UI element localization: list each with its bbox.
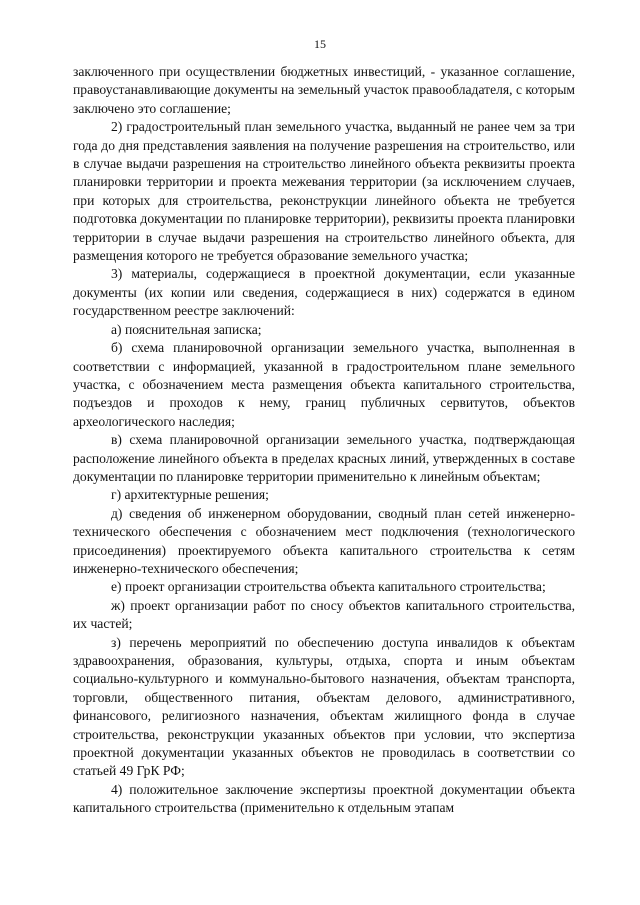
paragraph-item-4: 4) положительное заключение экспертизы проектной документации объекта капитального строительства (применительно к отдельным этапам [73, 781, 575, 816]
paragraph-item-2: 2) градостроительный план земельного участка, выданный не ранее чем за три года до дня представления заявления на получение разрешения на строительство, или в случае выдачи разрешения на строительство линейного объекта реквизиты проекта планировки территории и проекта межевания территории (за исключением случаев, при которых для строительства, реконструкции линейного объекта не требуется подготовка документации по планировке территории), реквизиты проекта планировки территории в случае выдачи разрешения на строительство линейного объекта, для размещения которого не требуется образование земельного участка; [73, 119, 575, 264]
paragraph-subitem-g: г) архитектурные решения; [111, 487, 269, 503]
paragraph-subitem-d: д) сведения об инженерном оборудовании, сводный план сетей инженерно-технического обеспечения с обозначением мест подключения (технологического присоединения) проектируемого объекта капитального строительства к сетям инженерно-технического обеспечения; [73, 505, 575, 576]
document-body [73, 63, 575, 818]
paragraph-continued: заключенного при осуществлении бюджетных инвестиций, - указанное соглашение, правоустанавливающие документы на земельный участок правообладателя, с которым заключено это соглашение; [73, 64, 575, 116]
paragraph-subitem-z: з) перечень мероприятий по обеспечению доступа инвалидов к объектам здравоохранения, образования, культуры, отдыха, спорта и иным объектам социально-культурного и коммунально-бытового назначения, объектам транспорта, торговли, общественного питания, объектам делового, административного, финансового, религиозного назначения, объектам жилищного фонда в случае строительства, реконструкции указанных объектов при условии, что экспертиза проектной документации указанных объектов не проводилась в соответствии со статьей 49 ГрК РФ; [73, 634, 575, 779]
paragraph-subitem-zh: ж) проект организации работ по сносу объектов капитального строительства, их частей; [73, 597, 575, 632]
page-number: 15 [314, 37, 326, 51]
paragraph-subitem-v: в) схема планировочной организации земельного участка, подтверждающая расположение линейного объекта в пределах красных линий, утвержденных в составе документации по планировке территории применительно к линейным объектам; [73, 432, 575, 484]
paragraph-subitem-e: е) проект организации строительства объекта капитального строительства; [111, 579, 546, 595]
paragraph-subitem-a: а) пояснительная записка; [111, 321, 262, 337]
paragraph-item-3: 3) материалы, содержащиеся в проектной документации, если указанные документы (их копии или сведения, содержащиеся в них) содержатся в едином государственном реестре заключений: [73, 266, 575, 319]
paragraph-subitem-b: б) схема планировочной организации земельного участка, выполненная в соответствии с информацией, указанной в градостроительном плане земельного участка, с обозначением места размещения объекта капитального строительства, подъездов и проходов к нему, границ публичных сервитутов, объектов археологического наследия; [73, 340, 575, 429]
